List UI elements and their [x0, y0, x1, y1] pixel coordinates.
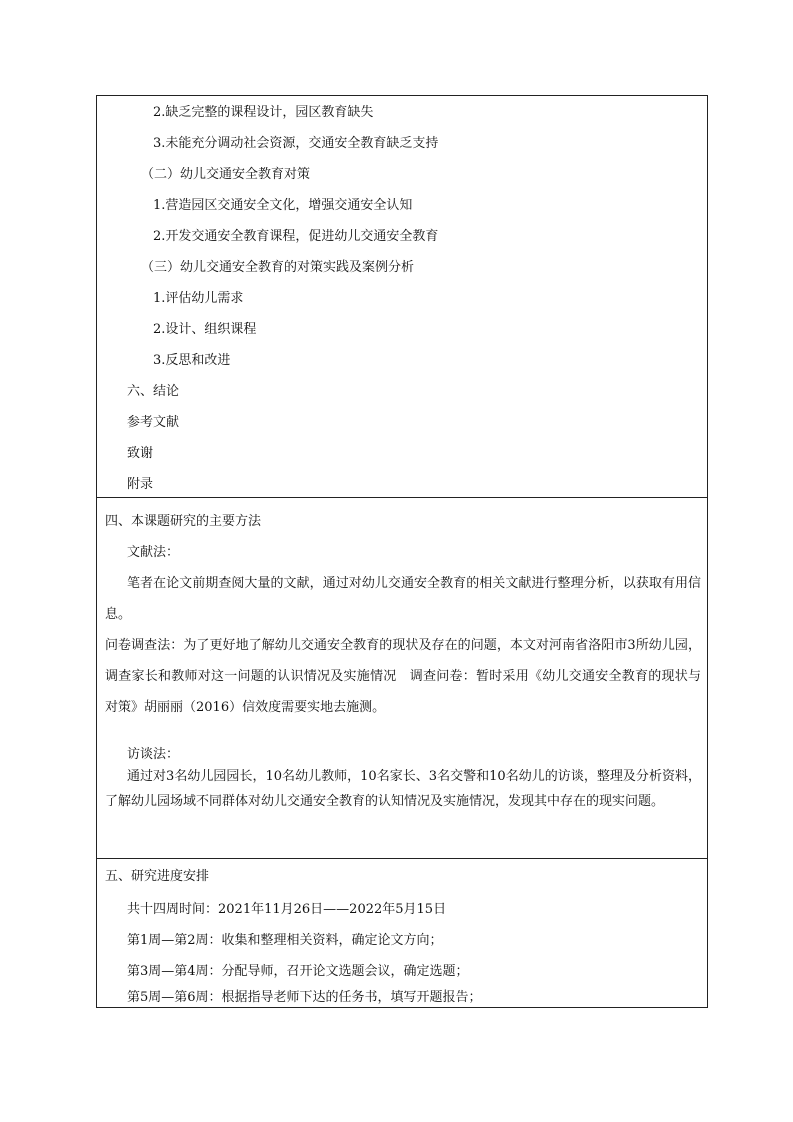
literature-label: 文献法： [127, 545, 180, 560]
methods-heading: 四、本课题研究的主要方法 [105, 514, 262, 529]
outline-line: 2.缺乏完整的课程设计，园区教育缺失 [153, 105, 374, 120]
interview-text: 通过对3名幼儿园园长，10名幼儿教师，10名家长、3名交警和10名幼儿的访谈，整理及分析资料，了解幼儿园场域不同群体对幼儿交通安全教育的认知情况及实施情况，发现其中存在的现实问题。 [105, 769, 701, 809]
proposal-table [96, 95, 708, 1008]
outline-subheading: （二）幼儿交通安全教育对策 [141, 167, 311, 182]
schedule-line: 共十四周时间：2021年11月26日——2022年5月15日 [127, 902, 447, 917]
outline-line: 3.未能充分调动社会资源，交通安全教育缺乏支持 [153, 136, 439, 151]
schedule-line: 第3周—第4周：分配导师，召开论文选题会议，确定选题； [127, 964, 469, 979]
outline-cell [97, 96, 707, 498]
outline-heading: 六、结论 [127, 384, 180, 399]
outline-line: 2.设计、组织课程 [153, 322, 257, 337]
schedule-line: 第1周—第2周：收集和整理相关资料，确定论文方向； [127, 933, 443, 948]
survey-text: 问卷调查法：为了更好地了解幼儿交通安全教育的现状及存在的问题，本文对河南省洛阳市3所幼儿园，调查家长和教师对这一问题的认识情况及实施情况 调查问卷：暂时采用《幼儿交通安全教育的现状与对策》胡丽丽（2016）信效度需要实地去施测。 [105, 638, 701, 715]
outline-heading: 致谢 [127, 446, 154, 461]
outline-line: 1.营造园区交通安全文化，增强交通安全认知 [153, 198, 413, 213]
schedule-line: 第5周—第6周：根据指导老师下达的任务书，填写开题报告； [127, 990, 482, 1005]
literature-text: 笔者在论文前期查阅大量的文献，通过对幼儿交通安全教育的相关文献进行整理分析，以获取有用信息。 [105, 576, 701, 622]
schedule-heading: 五、研究进度安排 [105, 869, 210, 884]
outline-line: 1.评估幼儿需求 [153, 291, 244, 306]
outline-heading: 参考文献 [127, 415, 180, 430]
outline-heading: 附录 [127, 477, 154, 492]
outline-line: 3.反思和改进 [153, 353, 231, 368]
methods-cell [97, 498, 707, 859]
interview-label: 访谈法： [127, 747, 180, 762]
outline-subheading: （三）幼儿交通安全教育的对策实践及案例分析 [141, 260, 415, 275]
schedule-cell [97, 859, 707, 1007]
outline-line: 2.开发交通安全教育课程，促进幼儿交通安全教育 [153, 229, 439, 244]
